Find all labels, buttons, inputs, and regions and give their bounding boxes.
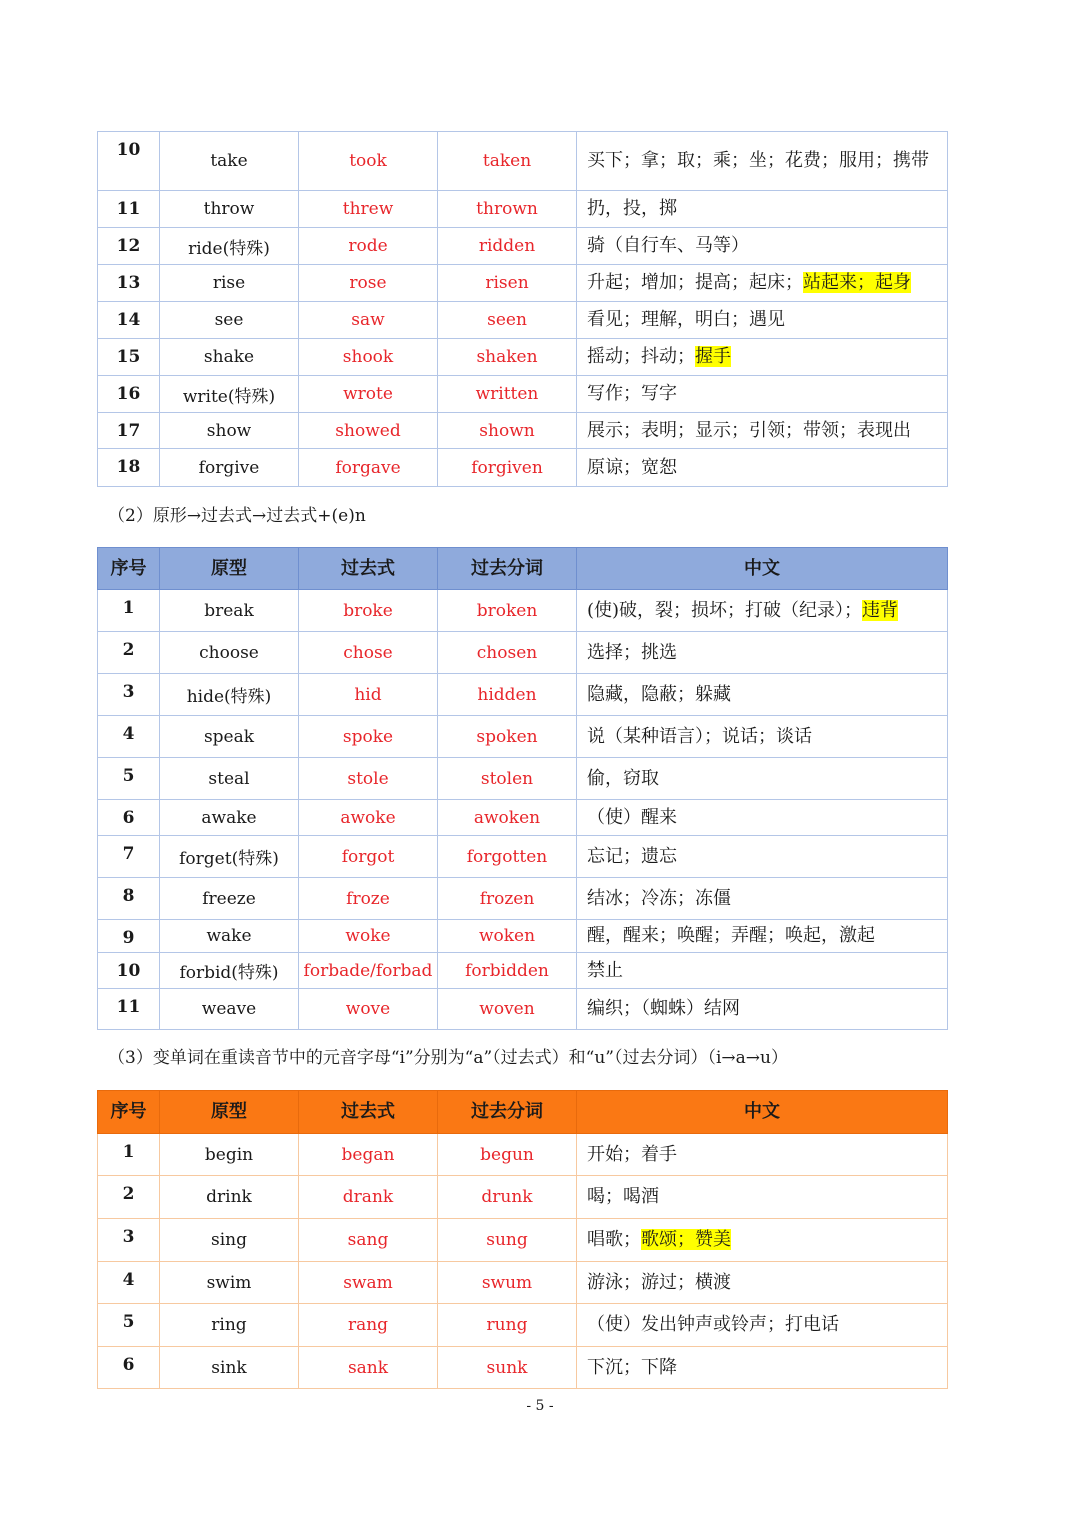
verb-table-2 (97, 547, 948, 1030)
row-number: 14 (98, 302, 160, 339)
base-form: begin (160, 1134, 299, 1176)
chinese-meaning (577, 265, 948, 302)
meaning-text: 买下；拿；取；乘；坐；花费；服用；携带 (587, 150, 929, 171)
past-participle: drunk (438, 1176, 577, 1219)
past-tense: chose (299, 632, 438, 674)
base-form: hide(特殊) (160, 674, 299, 716)
chinese-meaning (577, 632, 948, 674)
chinese-meaning (577, 1262, 948, 1304)
chinese-meaning (577, 878, 948, 920)
meaning-text: 摇动；抖动； (587, 346, 695, 367)
base-form: forget(特殊) (160, 836, 299, 878)
meaning-text: 骑（自行车、马等） (587, 235, 749, 256)
past-participle: seen (438, 302, 577, 339)
header-pp: 过去分词 (438, 548, 577, 590)
base-form: see (160, 302, 299, 339)
base-form: freeze (160, 878, 299, 920)
table-row (98, 339, 948, 376)
past-tense: forgave (299, 449, 438, 487)
past-participle: begun (438, 1134, 577, 1176)
chinese-meaning (577, 758, 948, 800)
table-row (98, 716, 948, 758)
past-participle: stolen (438, 758, 577, 800)
row-number: 11 (98, 191, 160, 228)
past-tense: woke (299, 920, 438, 953)
meaning-text: (使)破，裂；损坏；打破（纪录）； (587, 599, 863, 621)
highlighted-meaning: 违背 (862, 599, 899, 621)
past-participle: shaken (438, 339, 577, 376)
past-tense: awoke (299, 800, 438, 836)
chinese-meaning (577, 228, 948, 265)
table-row (98, 228, 948, 265)
header-cn: 中文 (577, 548, 948, 590)
meaning-text: 禁止 (587, 959, 623, 981)
row-number: 9 (98, 920, 160, 953)
highlighted-meaning: 握手 (695, 346, 731, 367)
chinese-meaning (577, 1219, 948, 1262)
table-row (98, 376, 948, 413)
row-number: 10 (98, 953, 160, 989)
row-number: 13 (98, 265, 160, 302)
base-form: ride(特殊) (160, 228, 299, 265)
base-form: wake (160, 920, 299, 953)
meaning-text: （使）发出钟声或铃声；打电话 (587, 1314, 839, 1335)
header-base: 原型 (160, 1091, 299, 1134)
header-no: 序号 (98, 1091, 160, 1134)
meaning-text: 下沉；下降 (587, 1356, 677, 1378)
highlighted-meaning: 站起来；起身 (803, 272, 911, 293)
past-tense: wrote (299, 376, 438, 413)
table-row (98, 920, 948, 953)
row-number: 1 (98, 1134, 160, 1176)
past-tense: sank (299, 1347, 438, 1389)
past-tense: showed (299, 413, 438, 449)
row-number: 10 (98, 132, 160, 191)
table-row (98, 836, 948, 878)
base-form: take (160, 132, 299, 191)
meaning-text: 扔，投，掷 (587, 198, 677, 219)
meaning-text: 升起；增加；提高；起床； (587, 272, 803, 293)
header-past: 过去式 (299, 1091, 438, 1134)
meaning-text: 展示；表明；显示；引领；带领；表现出 (587, 419, 911, 441)
meaning-text: 说（某种语言）；说话；谈话 (587, 725, 812, 747)
past-tense: shook (299, 339, 438, 376)
chinese-meaning (577, 953, 948, 989)
table-row (98, 953, 948, 989)
past-tense: saw (299, 302, 438, 339)
past-participle: ridden (438, 228, 577, 265)
past-participle: woken (438, 920, 577, 953)
table-row (98, 674, 948, 716)
row-number: 16 (98, 376, 160, 413)
base-form: ring (160, 1304, 299, 1347)
table-row (98, 191, 948, 228)
past-participle: awoken (438, 800, 577, 836)
past-participle: forgotten (438, 836, 577, 878)
past-participle: forgiven (438, 449, 577, 487)
row-number: 8 (98, 878, 160, 920)
meaning-text: 结冰；冷冻；冻僵 (587, 887, 731, 909)
table-header-row (98, 548, 948, 590)
past-tense: forbade/forbad (299, 953, 438, 989)
meaning-text: 醒，醒来；唤醒；弄醒；唤起，激起 (587, 925, 875, 946)
past-tense: threw (299, 191, 438, 228)
past-participle: hidden (438, 674, 577, 716)
table-row (98, 1219, 948, 1262)
row-number: 4 (98, 1262, 160, 1304)
table-row (98, 758, 948, 800)
page-number: - 5 - (526, 1398, 554, 1414)
row-number: 17 (98, 413, 160, 449)
highlighted-meaning: 歌颂；赞美 (641, 1229, 731, 1250)
table-row (98, 449, 948, 487)
base-form: steal (160, 758, 299, 800)
past-tense: stole (299, 758, 438, 800)
meaning-text: 选择；挑选 (587, 641, 677, 663)
past-participle: broken (438, 590, 577, 632)
row-number: 5 (98, 758, 160, 800)
meaning-text: 写作；写字 (587, 383, 677, 404)
meaning-text: 编织；（蜘蛛）结网 (587, 998, 740, 1019)
chinese-meaning (577, 413, 948, 449)
row-number: 3 (98, 674, 160, 716)
chinese-meaning (577, 800, 948, 836)
base-form: write(特殊) (160, 376, 299, 413)
chinese-meaning (577, 920, 948, 953)
row-number: 3 (98, 1219, 160, 1262)
table-row (98, 878, 948, 920)
past-tense: forgot (299, 836, 438, 878)
past-participle: chosen (438, 632, 577, 674)
meaning-text: 偷，窃取 (587, 767, 659, 789)
past-tense: rose (299, 265, 438, 302)
chinese-meaning (577, 191, 948, 228)
verb-table-3 (97, 1090, 948, 1389)
table-row (98, 1347, 948, 1389)
row-number: 6 (98, 1347, 160, 1389)
past-participle: thrown (438, 191, 577, 228)
chinese-meaning (577, 836, 948, 878)
table-row (98, 413, 948, 449)
row-number: 5 (98, 1304, 160, 1347)
meaning-text: 原谅；宽恕 (587, 456, 677, 478)
past-tense: rang (299, 1304, 438, 1347)
chinese-meaning (577, 1176, 948, 1219)
past-tense: wove (299, 989, 438, 1030)
past-tense: froze (299, 878, 438, 920)
table-row (98, 1262, 948, 1304)
chinese-meaning (577, 376, 948, 413)
chinese-meaning (577, 339, 948, 376)
row-number: 15 (98, 339, 160, 376)
section-3-title: （3）变单词在重读音节中的元音字母“i”分别为“a”（过去式）和“u”（过去分词）（i→a→u） (108, 1048, 788, 1068)
meaning-text: 游泳；游过；横渡 (587, 1271, 731, 1293)
past-tense: swam (299, 1262, 438, 1304)
past-participle: sung (438, 1219, 577, 1262)
chinese-meaning (577, 989, 948, 1030)
header-pp: 过去分词 (438, 1091, 577, 1134)
row-number: 6 (98, 800, 160, 836)
base-form: speak (160, 716, 299, 758)
past-tense: took (299, 132, 438, 191)
past-participle: forbidden (438, 953, 577, 989)
past-tense: hid (299, 674, 438, 716)
chinese-meaning (577, 132, 948, 191)
base-form: throw (160, 191, 299, 228)
meaning-text: 忘记；遗忘 (587, 845, 677, 867)
base-form: break (160, 590, 299, 632)
chinese-meaning (577, 716, 948, 758)
past-participle: written (438, 376, 577, 413)
base-form: drink (160, 1176, 299, 1219)
header-cn: 中文 (577, 1091, 948, 1134)
table-row (98, 265, 948, 302)
base-form: sink (160, 1347, 299, 1389)
row-number: 4 (98, 716, 160, 758)
row-number: 12 (98, 228, 160, 265)
table-row (98, 1304, 948, 1347)
base-form: shake (160, 339, 299, 376)
meaning-text: 开始；着手 (587, 1143, 677, 1165)
header-past: 过去式 (299, 548, 438, 590)
chinese-meaning (577, 1304, 948, 1347)
meaning-text: 看见；理解，明白；遇见 (587, 309, 785, 330)
past-participle: swum (438, 1262, 577, 1304)
row-number: 18 (98, 449, 160, 487)
past-participle: risen (438, 265, 577, 302)
table-row (98, 989, 948, 1030)
table-row (98, 1176, 948, 1219)
table-row (98, 132, 948, 191)
row-number: 2 (98, 632, 160, 674)
table-header-row (98, 1091, 948, 1134)
past-participle: taken (438, 132, 577, 191)
chinese-meaning (577, 1134, 948, 1176)
meaning-text: 隐藏，隐蔽；躲藏 (587, 683, 731, 705)
base-form: rise (160, 265, 299, 302)
row-number: 11 (98, 989, 160, 1030)
row-number: 2 (98, 1176, 160, 1219)
chinese-meaning (577, 1347, 948, 1389)
meaning-text: （使）醒来 (587, 806, 677, 828)
table-row (98, 302, 948, 339)
past-participle: sunk (438, 1347, 577, 1389)
row-number: 7 (98, 836, 160, 878)
chinese-meaning (577, 590, 948, 632)
base-form: forgive (160, 449, 299, 487)
section-2-title: （2）原形→过去式→过去式+(e)n (108, 506, 366, 526)
past-tense: spoke (299, 716, 438, 758)
table-row (98, 1134, 948, 1176)
table-row (98, 632, 948, 674)
meaning-text: 喝；喝酒 (587, 1186, 659, 1207)
row-number: 1 (98, 590, 160, 632)
past-participle: woven (438, 989, 577, 1030)
base-form: choose (160, 632, 299, 674)
meaning-text: 唱歌； (587, 1229, 641, 1250)
chinese-meaning (577, 302, 948, 339)
past-participle: rung (438, 1304, 577, 1347)
past-participle: frozen (438, 878, 577, 920)
verb-table-1 (97, 131, 948, 487)
header-no: 序号 (98, 548, 160, 590)
past-tense: rode (299, 228, 438, 265)
base-form: weave (160, 989, 299, 1030)
past-participle: spoken (438, 716, 577, 758)
header-base: 原型 (160, 548, 299, 590)
table-row (98, 590, 948, 632)
base-form: forbid(特殊) (160, 953, 299, 989)
table-row (98, 800, 948, 836)
past-tense: broke (299, 590, 438, 632)
past-tense: sang (299, 1219, 438, 1262)
past-tense: drank (299, 1176, 438, 1219)
past-tense: began (299, 1134, 438, 1176)
chinese-meaning (577, 674, 948, 716)
base-form: swim (160, 1262, 299, 1304)
chinese-meaning (577, 449, 948, 487)
base-form: sing (160, 1219, 299, 1262)
base-form: show (160, 413, 299, 449)
past-participle: shown (438, 413, 577, 449)
base-form: awake (160, 800, 299, 836)
